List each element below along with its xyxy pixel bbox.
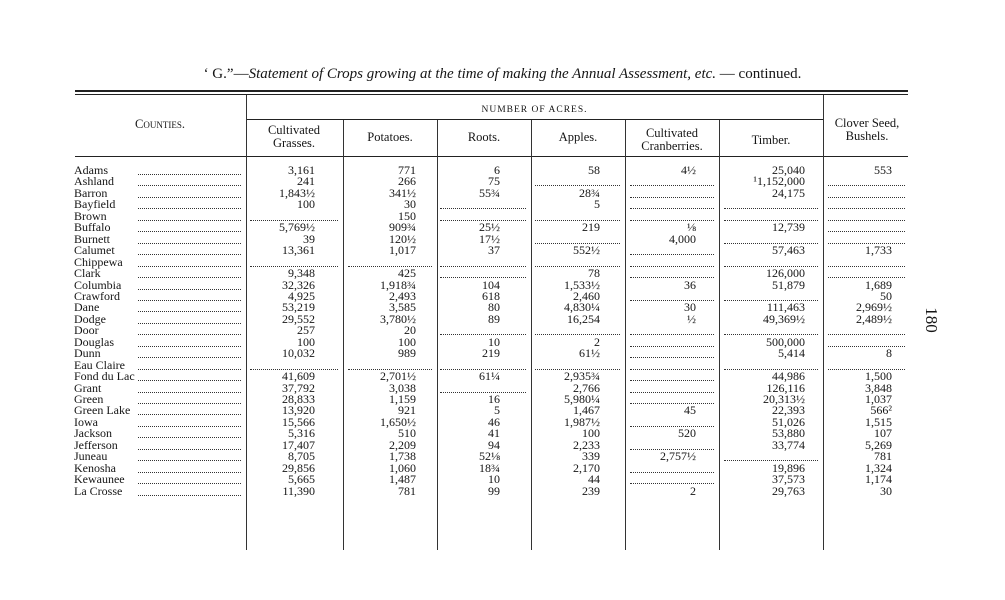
county-name: Grant: [74, 380, 102, 395]
apples-cell: 4,830¼: [564, 300, 600, 315]
roots-cell: 10: [488, 472, 500, 487]
county-name: Brown: [74, 208, 107, 223]
timber-cell: 25,040: [772, 163, 805, 177]
apples-cell: 2,233: [573, 437, 600, 452]
potatoes-cell: 1,159: [389, 392, 416, 406]
county-name: Green: [74, 392, 104, 406]
roots-cell: 618: [482, 288, 500, 303]
empty-cell-dots: [440, 266, 526, 267]
grasses-cell: 17,407: [282, 437, 315, 452]
header-cultivated-grasses: Cultivated Grasses.: [267, 123, 321, 150]
empty-cell-dots: [724, 208, 818, 209]
apples-cell: 2,170: [573, 460, 600, 475]
vline-grasses: [343, 120, 344, 550]
header-roots: Roots.: [467, 130, 501, 144]
leader-dots: [138, 254, 241, 255]
roots-cell: 52⅛: [479, 449, 500, 464]
grasses-cell: 1,843½: [279, 185, 315, 200]
roots-cell: 99: [488, 483, 500, 498]
leader-dots: [138, 289, 241, 290]
apples-cell: 1,987½: [564, 414, 600, 429]
roots-cell: 46: [488, 414, 500, 429]
empty-cell-dots: [630, 266, 714, 267]
clover-cell: 781: [874, 449, 892, 464]
potatoes-cell: 425: [398, 266, 416, 281]
roots-cell: 94: [488, 437, 500, 452]
county-name: Clark: [74, 266, 101, 281]
grasses-cell: 9,348: [288, 266, 315, 281]
county-name: Fond du Lac: [74, 369, 135, 384]
empty-cell-dots: [630, 197, 714, 198]
empty-cell-dots: [535, 266, 620, 267]
county-name: Dane: [74, 300, 100, 315]
empty-cell-dots: [630, 369, 714, 370]
grasses-cell: 100: [297, 197, 315, 212]
leader-dots: [138, 208, 241, 209]
timber-cell: 37,573: [772, 472, 805, 487]
grasses-cell: 5,316: [288, 426, 315, 441]
clover-cell: 1,174: [865, 472, 892, 487]
page-number: 180: [921, 307, 941, 333]
leader-dots: [138, 311, 241, 312]
clover-cell: 1,515: [865, 414, 892, 429]
county-name: Barron: [74, 185, 108, 200]
county-name: La Crosse: [74, 483, 123, 498]
top-rule-thick: [75, 90, 908, 92]
county-name: Green Lake: [74, 403, 131, 418]
vline-timber: [823, 95, 824, 550]
county-name: Kewaunee: [74, 472, 125, 487]
acres-rule: [246, 119, 823, 120]
cranberries-cell: 45: [684, 403, 696, 418]
timber-cell: 12,739: [772, 220, 805, 235]
clover-cell: 107: [874, 426, 892, 441]
vline-counties: [246, 95, 247, 550]
timber-cell: 51,879: [772, 277, 805, 292]
leader-dots: [138, 449, 241, 450]
timber-cell: 44,986: [772, 369, 805, 384]
grasses-cell: 29,856: [282, 460, 315, 475]
potatoes-cell: 100: [398, 334, 416, 349]
vline-potatoes: [437, 120, 438, 550]
apples-cell: 552½: [573, 243, 600, 258]
roots-cell: 75: [488, 174, 500, 189]
roots-cell: 17½: [479, 231, 500, 246]
apples-cell: 16,254: [567, 311, 600, 326]
county-name: Columbia: [74, 277, 122, 292]
header-cultivated-cranberries: Cultivated Cranberries.: [641, 126, 703, 153]
top-rule-thin: [75, 94, 908, 95]
clover-cell: 553: [874, 163, 892, 177]
vline-apples: [625, 120, 626, 550]
empty-cell-dots: [630, 426, 714, 427]
empty-cell-dots: [440, 334, 526, 335]
cranberries-cell: ½: [687, 311, 696, 326]
potatoes-cell: 510: [398, 426, 416, 441]
apples-cell: 5,980¼: [564, 392, 600, 406]
empty-cell-dots: [630, 300, 714, 301]
grasses-cell: 4,925: [288, 288, 315, 303]
county-name: Dodge: [74, 311, 106, 326]
page-title: [0, 66, 1005, 83]
grasses-cell: 3,161: [288, 163, 315, 177]
header-number-of-acres: NUMBER OF ACRES.: [481, 105, 588, 115]
empty-cell-dots: [630, 380, 714, 381]
timber-cell: 111,463: [766, 300, 805, 315]
potatoes-cell: 120½: [389, 231, 416, 246]
roots-cell: 89: [488, 311, 500, 326]
title-dash: —: [233, 66, 249, 82]
cranberries-cell: 2,757½: [660, 449, 696, 464]
cranberries-cell: ⅛: [687, 220, 696, 235]
apples-cell: 239: [582, 483, 600, 498]
clover-cell: 30: [880, 483, 892, 498]
leader-dots: [138, 220, 241, 221]
timber-cell: 22,393: [772, 403, 805, 418]
apples-cell: 100: [582, 426, 600, 441]
empty-cell-dots: [630, 483, 714, 484]
clover-cell: 1,500: [865, 369, 892, 384]
grasses-cell: 13,920: [282, 403, 315, 418]
apples-cell: 339: [582, 449, 600, 464]
roots-cell: 219: [482, 346, 500, 361]
clover-cell: 1,324: [865, 460, 892, 475]
county-name: Douglas: [74, 334, 114, 349]
county-name: Kenosha: [74, 460, 116, 475]
roots-cell: 10: [488, 334, 500, 349]
grasses-cell: 10,032: [282, 346, 315, 361]
potatoes-cell: 2,493: [389, 288, 416, 303]
apples-cell: 44: [588, 472, 600, 487]
empty-cell-dots: [630, 403, 714, 404]
leader-dots: [138, 392, 241, 393]
grasses-cell: 8,705: [288, 449, 315, 464]
empty-cell-dots: [630, 346, 714, 347]
roots-cell: 16: [488, 392, 500, 406]
potatoes-cell: 1,738: [389, 449, 416, 464]
leader-dots: [138, 472, 241, 473]
cranberries-cell: 2: [690, 483, 696, 498]
empty-cell-dots: [630, 392, 714, 393]
grasses-cell: 100: [297, 334, 315, 349]
clover-cell: 8: [886, 346, 892, 361]
header-apples: Apples.: [558, 130, 598, 144]
apples-cell: 61½: [579, 346, 600, 361]
grasses-cell: 5,769½: [279, 220, 315, 235]
header-counties: Counties.: [135, 117, 185, 131]
cranberries-cell: 4½: [681, 163, 696, 177]
empty-cell-dots: [828, 231, 905, 232]
potatoes-cell: 150: [398, 208, 416, 223]
leader-dots: [138, 243, 241, 244]
grasses-cell: 13,361: [282, 243, 315, 258]
potatoes-cell: 781: [398, 483, 416, 498]
empty-cell-dots: [630, 472, 714, 473]
apples-cell: 2,766: [573, 380, 600, 395]
empty-cell-dots: [440, 392, 526, 393]
grasses-cell: 257: [297, 323, 315, 338]
empty-cell-dots: [630, 277, 714, 278]
empty-cell-dots: [630, 357, 714, 358]
apples-cell: 219: [582, 220, 600, 235]
roots-cell: 55¾: [479, 185, 500, 200]
potatoes-cell: 341½: [389, 185, 416, 200]
leader-dots: [138, 495, 241, 496]
cranberries-cell: 36: [684, 277, 696, 292]
county-name: Burnett: [74, 231, 110, 246]
potatoes-cell: 921: [398, 403, 416, 418]
empty-cell-dots: [440, 208, 526, 209]
leader-dots: [138, 231, 241, 232]
potatoes-cell: 1,918¾: [380, 277, 416, 292]
timber-cell: 126,000: [766, 266, 805, 281]
roots-cell: 41: [488, 426, 500, 441]
header-timber: Timber.: [751, 133, 791, 147]
clover-cell: 50: [880, 288, 892, 303]
clover-cell: 1,037: [865, 392, 892, 406]
leader-dots: [138, 185, 241, 186]
clover-cell: 1,689: [865, 277, 892, 292]
potatoes-cell: 1,487: [389, 472, 416, 487]
leader-dots: [138, 266, 241, 267]
clover-cell: 5,269: [865, 437, 892, 452]
apples-cell: 1,467: [573, 403, 600, 418]
county-name: Eau Claire: [74, 357, 125, 372]
empty-cell-dots: [828, 220, 905, 221]
leader-dots: [138, 403, 241, 404]
potatoes-cell: 30: [404, 197, 416, 212]
clover-cell: 566²: [870, 403, 892, 418]
header-potatoes: Potatoes.: [367, 130, 413, 144]
empty-cell-dots: [348, 266, 432, 267]
roots-cell: 25½: [479, 220, 500, 235]
leader-dots: [138, 334, 241, 335]
grasses-cell: 32,326: [282, 277, 315, 292]
leader-dots: [138, 277, 241, 278]
roots-cell: 61¼: [479, 369, 500, 384]
empty-cell-dots: [828, 197, 905, 198]
grasses-cell: 37,792: [282, 380, 315, 395]
potatoes-cell: 2,701½: [380, 369, 416, 384]
leader-dots: [138, 460, 241, 461]
empty-cell-dots: [630, 208, 714, 209]
county-name: Ashland: [74, 174, 114, 189]
grasses-cell: 41,609: [282, 369, 315, 384]
grasses-cell: 11,390: [282, 483, 315, 498]
apples-cell: 2,460: [573, 288, 600, 303]
apples-cell: 28¾: [579, 185, 600, 200]
leader-dots: [138, 174, 241, 175]
potatoes-cell: 3,585: [389, 300, 416, 315]
county-name: Bayfield: [74, 197, 116, 212]
header-bottom-rule: [75, 156, 908, 157]
grasses-cell: 39: [303, 231, 315, 246]
empty-cell-dots: [828, 334, 905, 335]
timber-cell: 53,880: [772, 426, 805, 441]
timber-cell: 51,026: [772, 414, 805, 429]
header-clover-seed: Clover Seed, Bushels.: [834, 116, 900, 143]
potatoes-cell: 20: [404, 323, 416, 338]
timber-cell: 20,313½: [763, 392, 805, 406]
county-name: Door: [74, 323, 99, 338]
roots-cell: 104: [482, 277, 500, 292]
empty-cell-dots: [535, 220, 620, 221]
county-name: Dunn: [74, 346, 101, 361]
timber-cell: ¹1,152,000: [753, 174, 805, 189]
timber-cell: 24,175: [772, 185, 805, 200]
timber-cell: 19,896: [772, 460, 805, 475]
empty-cell-dots: [828, 346, 905, 347]
leader-dots: [138, 323, 241, 324]
grasses-cell: 29,552: [282, 311, 315, 326]
empty-cell-dots: [630, 334, 714, 335]
leader-dots: [138, 380, 241, 381]
clover-cell: 2,969½: [856, 300, 892, 315]
potatoes-cell: 1,017: [389, 243, 416, 258]
county-name: Calumet: [74, 243, 115, 258]
potatoes-cell: 909¾: [389, 220, 416, 235]
county-name: Adams: [74, 163, 108, 177]
grasses-cell: 241: [297, 174, 315, 189]
county-name: Buffalo: [74, 220, 111, 235]
potatoes-cell: 2,209: [389, 437, 416, 452]
grasses-cell: 28,833: [282, 392, 315, 406]
timber-cell: 57,463: [772, 243, 805, 258]
potatoes-cell: 3,780½: [380, 311, 416, 326]
timber-cell: 49,369½: [763, 311, 805, 326]
timber-cell: 33,774: [772, 437, 805, 452]
potatoes-cell: 266: [398, 174, 416, 189]
potatoes-cell: 771: [398, 163, 416, 177]
roots-cell: 37: [488, 243, 500, 258]
apples-cell: 78: [588, 266, 600, 281]
empty-cell-dots: [630, 254, 714, 255]
county-name: Jackson: [74, 426, 112, 441]
title-suffix: — continued.: [716, 66, 802, 82]
clover-cell: 2,489½: [856, 311, 892, 326]
empty-cell-dots: [535, 185, 620, 186]
county-name: Iowa: [74, 414, 98, 429]
leader-dots: [138, 357, 241, 358]
roots-cell: 18¾: [479, 460, 500, 475]
cranberries-cell: 4,000: [669, 231, 696, 246]
apples-cell: 1,533½: [564, 277, 600, 292]
leader-dots: [138, 426, 241, 427]
potatoes-cell: 1,650½: [380, 414, 416, 429]
title-mark: ‘ G.”: [203, 66, 234, 82]
county-name: Crawford: [74, 288, 120, 303]
empty-cell-dots: [828, 266, 905, 267]
apples-cell: 2,935¾: [564, 369, 600, 384]
leader-dots: [138, 369, 241, 370]
potatoes-cell: 989: [398, 346, 416, 361]
roots-cell: 5: [494, 403, 500, 418]
potatoes-cell: 3,038: [389, 380, 416, 395]
roots-cell: 80: [488, 300, 500, 315]
cranberries-cell: 520: [678, 426, 696, 441]
empty-cell-dots: [535, 334, 620, 335]
leader-dots: [138, 346, 241, 347]
grasses-cell: 53,219: [282, 300, 315, 315]
leader-dots: [138, 197, 241, 198]
empty-cell-dots: [630, 185, 714, 186]
apples-cell: 5: [594, 197, 600, 212]
timber-cell: 126,116: [766, 380, 805, 395]
title-text: Statement of Crops growing at the time of making the Annual Assessment, etc.: [248, 66, 717, 82]
timber-cell: 29,763: [772, 483, 805, 498]
leader-dots: [138, 300, 241, 301]
empty-cell-dots: [828, 185, 905, 186]
leader-dots: [138, 437, 241, 438]
county-name: Juneau: [74, 449, 108, 464]
roots-cell: 6: [494, 163, 500, 177]
grasses-cell: 15,566: [282, 414, 315, 429]
grasses-cell: 5,665: [288, 472, 315, 487]
county-name: Chippewa: [74, 254, 123, 269]
vline-roots: [531, 120, 532, 550]
leader-dots: [138, 483, 241, 484]
empty-cell-dots: [630, 220, 714, 221]
clover-cell: 3,848: [865, 380, 892, 395]
leader-dots: [138, 414, 241, 415]
vline-cranberries: [719, 120, 720, 550]
cranberries-cell: 30: [684, 300, 696, 315]
timber-cell: 5,414: [778, 346, 805, 361]
county-name: Jefferson: [74, 437, 118, 452]
timber-cell: 500,000: [766, 334, 805, 349]
potatoes-cell: 1,060: [389, 460, 416, 475]
apples-cell: 58: [588, 163, 600, 177]
clover-cell: 1,733: [865, 243, 892, 258]
apples-cell: 2: [594, 334, 600, 349]
empty-cell-dots: [828, 208, 905, 209]
